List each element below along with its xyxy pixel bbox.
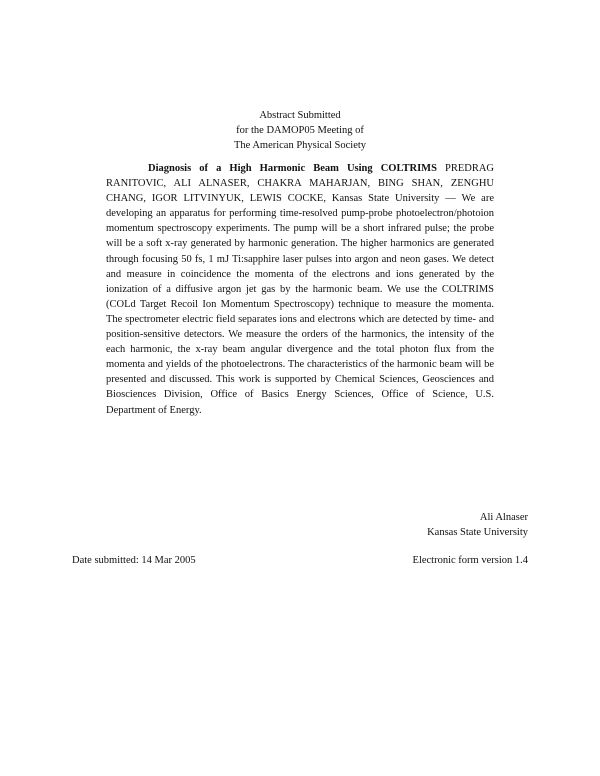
- header-line-society: The American Physical Society: [233, 140, 367, 151]
- header-line-abstract-submitted: Abstract Submitted: [259, 110, 341, 121]
- abstract-body: [106, 161, 494, 418]
- form-version: Electronic form version 1.4: [412, 555, 528, 566]
- header-line-meeting: for the DAMOP05 Meeting of: [236, 125, 364, 136]
- abstract-title: Diagnosis of a High Harmonic Beam Using COLTRIMS: [148, 163, 437, 174]
- submission-header: [0, 108, 600, 153]
- submitter-block: [427, 510, 528, 540]
- date-submitted: Date submitted: 14 Mar 2005: [72, 555, 196, 566]
- submitter-institution: Kansas State University: [427, 527, 528, 538]
- abstract-authors: PREDRAG RANITOVIC, ALI ALNASER, CHAKRA MAHARJAN, BING SHAN, ZENGHU CHANG, IGOR LITVINYUK, LEWIS COCKE,: [106, 163, 495, 205]
- submitter-name: Ali Alnaser: [479, 512, 528, 523]
- abstract-text: — We are developing an apparatus for performing time-resolved pump-probe photoelectron/photoion momentum spectroscopy experiments. The pump will be a short infrared pulse; the probe will be a soft x-ray generated by harmonic generation. The higher harmonics are generated through focusing 50 fs, 1 mJ Ti:sapphire laser pulses into argon and neon gases. We detect and measure in coincidence the momenta of the electrons and ions generated by the ionization of a diffusive argon jet gas by the harmonic beam. We use the COLTRIMS (COLd Target Recoil Ion Momentum Spectroscopy) technique to measure the momenta. The spectrometer electric field separates ions and electrons which are detected by time- and position-sensitive detectors. We measure the orders of the harmonics, the intensity of the each harmonic, the x-ray beam angular divergence and the total photon flux from the momenta and yields of the photoelectrons. The characteristics of the harmonic beam will be presented and discussed. This work is supported by Chemical Sciences, Geosciences and Biosciences Division, Office of Basics Energy Sciences, Office of Science, U.S. Department of Energy.: [106, 193, 494, 416]
- abstract-affiliation: Kansas State University: [331, 193, 440, 205]
